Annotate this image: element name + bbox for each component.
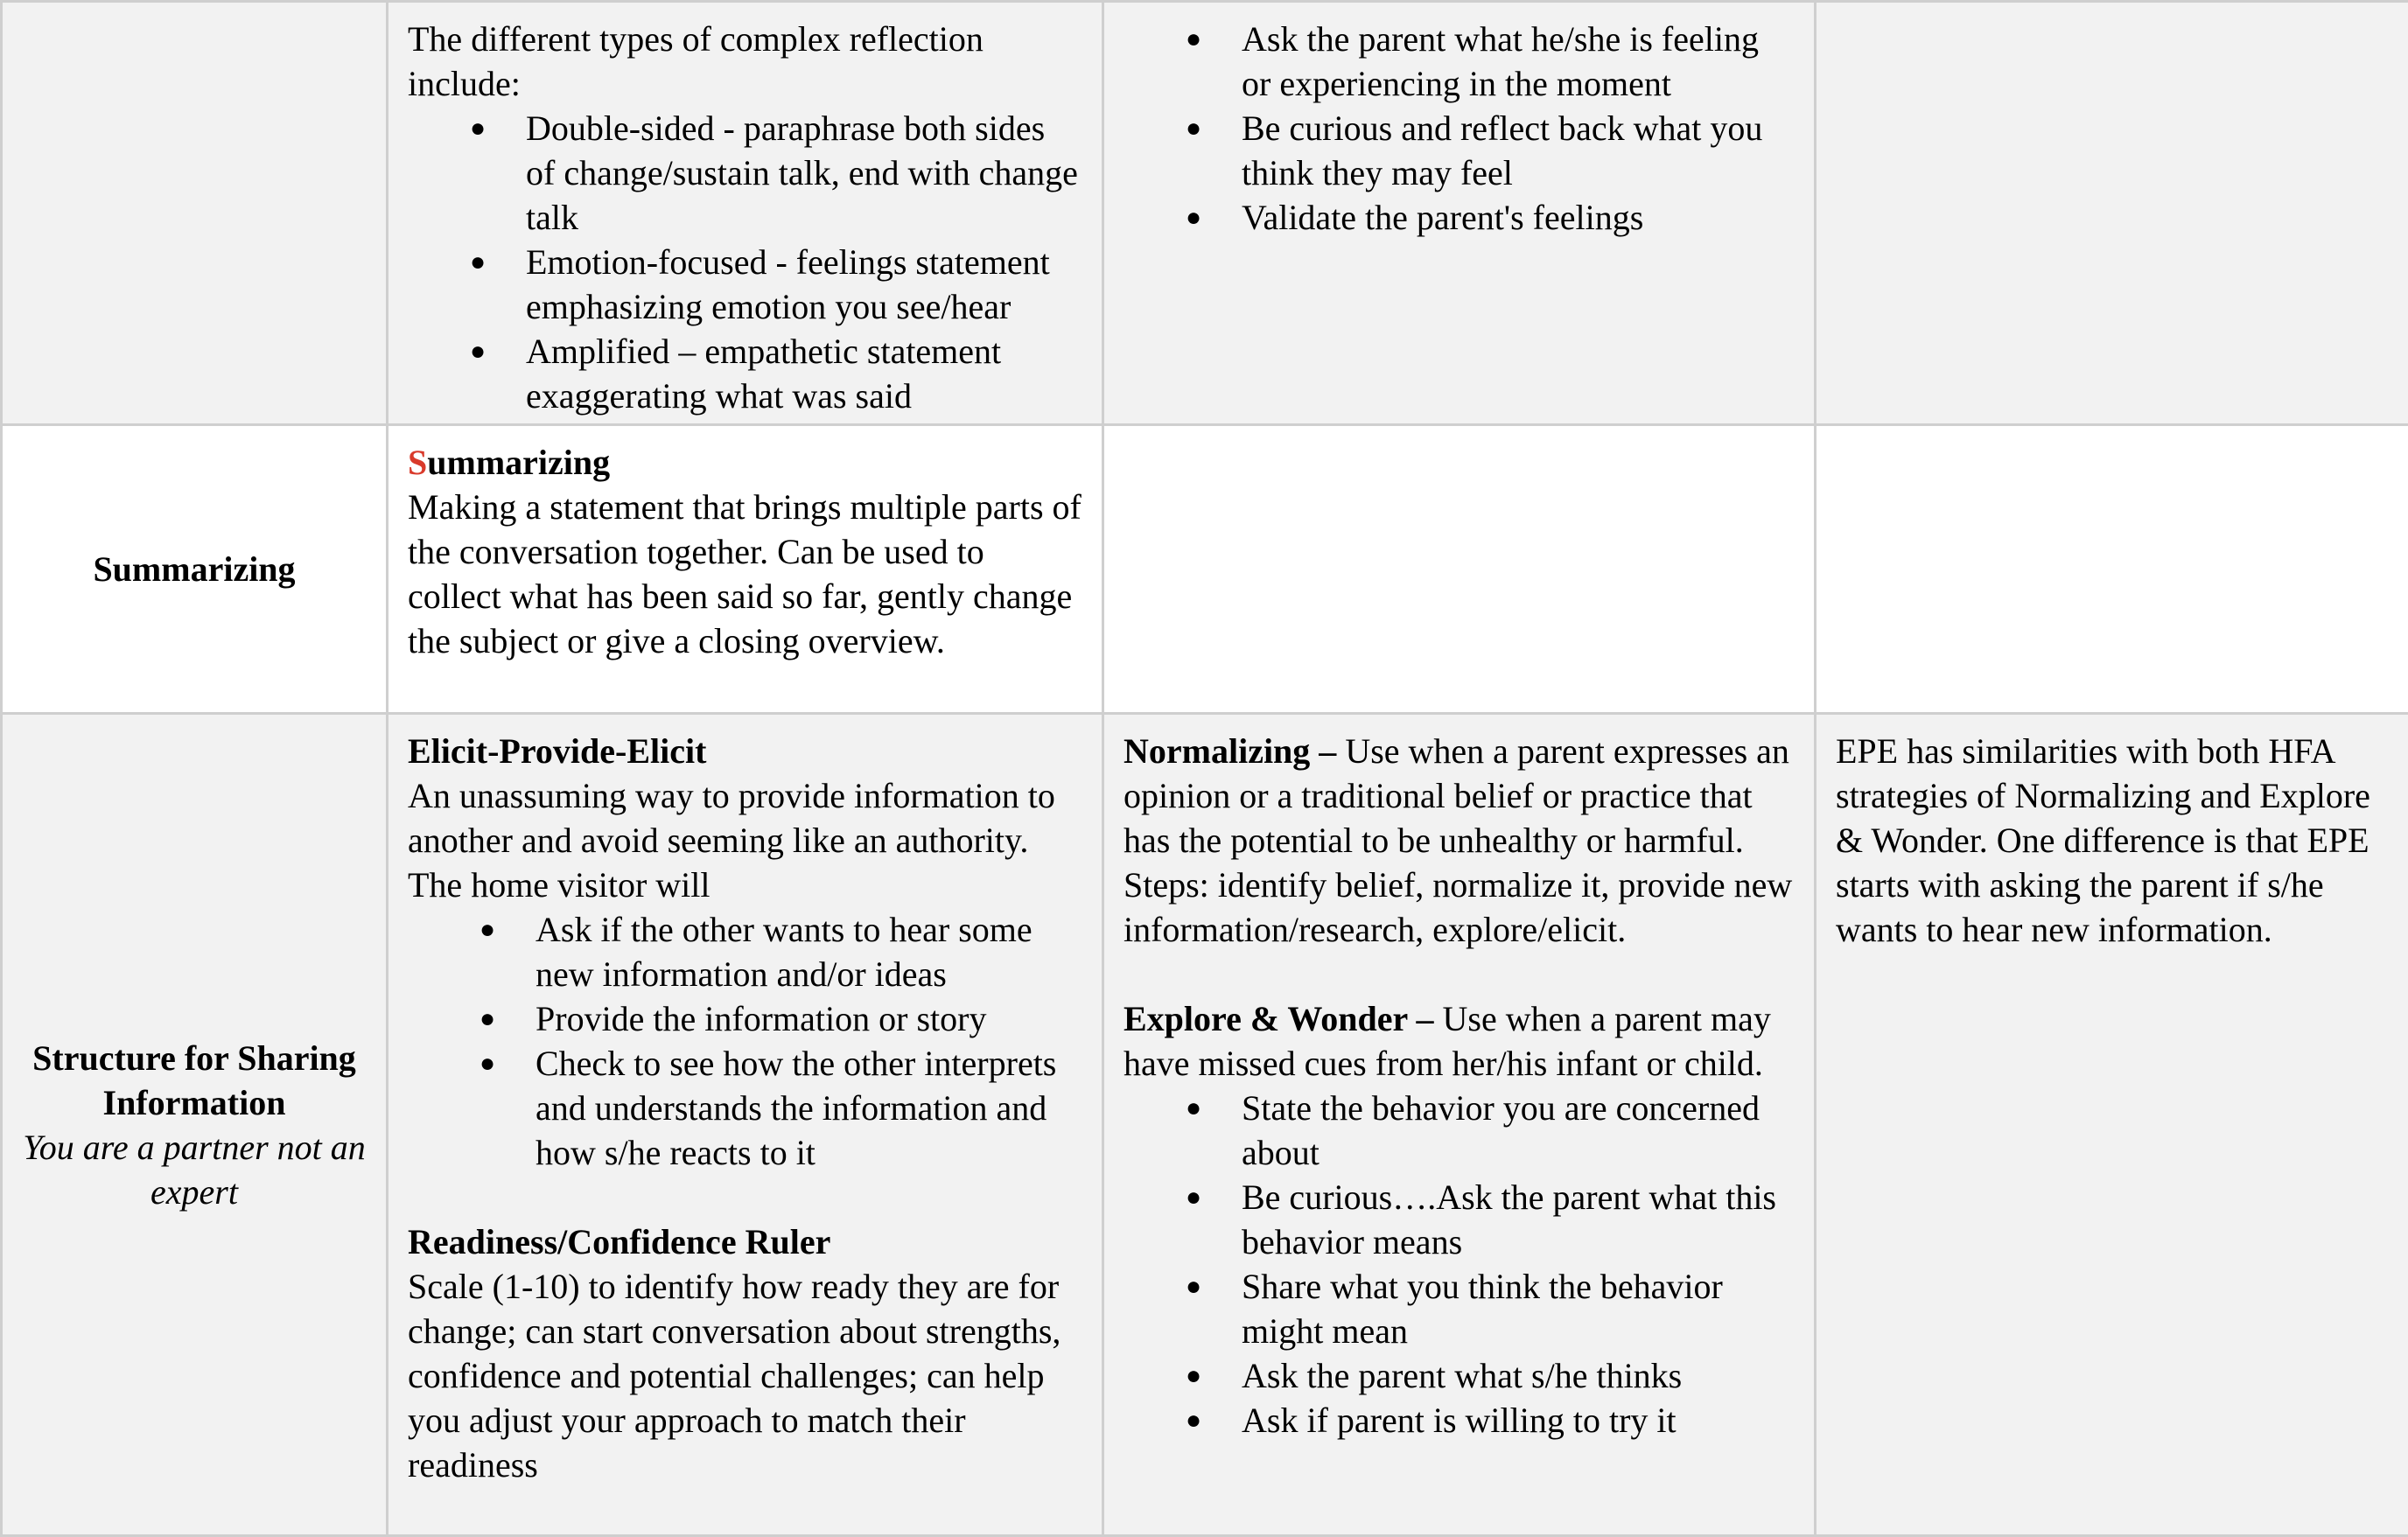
list-item: ● Emotion-focused - feelings statement emphasizing emotion you see/hear — [526, 240, 1082, 329]
table-row-summarizing — [2, 425, 2408, 714]
definition-cell — [388, 714, 1103, 1536]
list-item: ● Ask if parent is willing to try it — [1242, 1398, 1795, 1443]
list-item: ● Ask if the other wants to hear some new information and/or ideas — [536, 907, 1082, 996]
list-item: ● Ask the parent what s/he thinks — [1242, 1353, 1795, 1398]
summarizing-description: Making a statement that brings multiple parts of the conversation together. Can be used to collect what has been said so far, gently change the subject or give a closing overview. — [408, 485, 1082, 663]
notes-cell — [1816, 425, 2408, 714]
strategy-cell — [1103, 714, 1816, 1536]
explore-wonder-heading: Explore & Wonder – — [1124, 999, 1434, 1038]
notes-cell — [1816, 714, 2408, 1536]
list-item: ● Provide the information or story — [536, 996, 1082, 1041]
strategy-cell — [1103, 425, 1816, 714]
epe-steps-list — [408, 907, 1082, 1175]
feelings-strategy-list — [1124, 17, 1795, 240]
list-item: ● State the behavior you are concerned about — [1242, 1086, 1795, 1175]
epe-comparison-note: EPE has similarities with both HFA strategies of Normalizing and Explore & Wonder. One difference is that EPE starts with asking the parent if s/he wants to hear new information. — [1836, 729, 2389, 952]
table-row-complex-reflection — [2, 2, 2408, 425]
list-item: ● Be curious….Ask the parent what this behavior means — [1242, 1175, 1795, 1264]
definition-cell — [388, 2, 1103, 425]
list-item: ● Amplified – empathetic statement exaggerating what was said — [526, 329, 1082, 418]
complex-reflection-types-list — [408, 106, 1082, 418]
normalizing-paragraph: Normalizing – Use when a parent expresses an opinion or a traditional belief or practice that has the potential to be unhealthy or harmful. Steps: identify belief, normalize it, provide new information/research, explore/elicit. — [1124, 729, 1795, 952]
row-label: Summarizing — [93, 549, 295, 589]
ruler-heading: Readiness/Confidence Ruler — [408, 1219, 1082, 1264]
list-item: ● Ask the parent what he/she is feeling or experiencing in the moment — [1242, 17, 1795, 106]
oars-letter-highlight: S — [408, 443, 427, 482]
explore-wonder-paragraph: Explore & Wonder – Use when a parent may have missed cues from her/his infant or child. — [1124, 996, 1795, 1086]
row-label-cell — [2, 714, 388, 1536]
epe-heading: Elicit-Provide-Elicit — [408, 729, 1082, 773]
table-row-sharing-information — [2, 714, 2408, 1536]
strategy-cell — [1103, 2, 1816, 425]
definition-cell — [388, 425, 1103, 714]
notes-cell — [1816, 2, 2408, 425]
complex-reflection-intro: The different types of complex reflection include: — [408, 17, 1082, 106]
summarizing-heading: Summarizing — [408, 440, 1082, 485]
list-item: ● Check to see how the other interprets and understands the information and how s/he reacts to it — [536, 1041, 1082, 1175]
row-label-cell — [2, 425, 388, 714]
explore-wonder-steps-list — [1124, 1086, 1795, 1443]
list-item: ● Share what you think the behavior might mean — [1242, 1264, 1795, 1353]
row-label-cell — [2, 2, 388, 425]
list-item: ● Be curious and reflect back what you think they may feel — [1242, 106, 1795, 195]
row-label-subtitle: You are a partner not an expert — [18, 1125, 370, 1214]
row-label: Structure for Sharing Information — [18, 1036, 370, 1125]
normalizing-heading: Normalizing – — [1124, 731, 1336, 771]
list-item: ● Double-sided - paraphrase both sides of change/sustain talk, end with change talk — [526, 106, 1082, 240]
list-item: ● Validate the parent's feelings — [1242, 195, 1795, 240]
epe-description: An unassuming way to provide information to another and avoid seeming like an authority. The home visitor will — [408, 773, 1082, 907]
ruler-description: Scale (1-10) to identify how ready they are for change; can start conversation about strengths, confidence and potential challenges; can help you adjust your approach to match their readiness — [408, 1264, 1082, 1487]
